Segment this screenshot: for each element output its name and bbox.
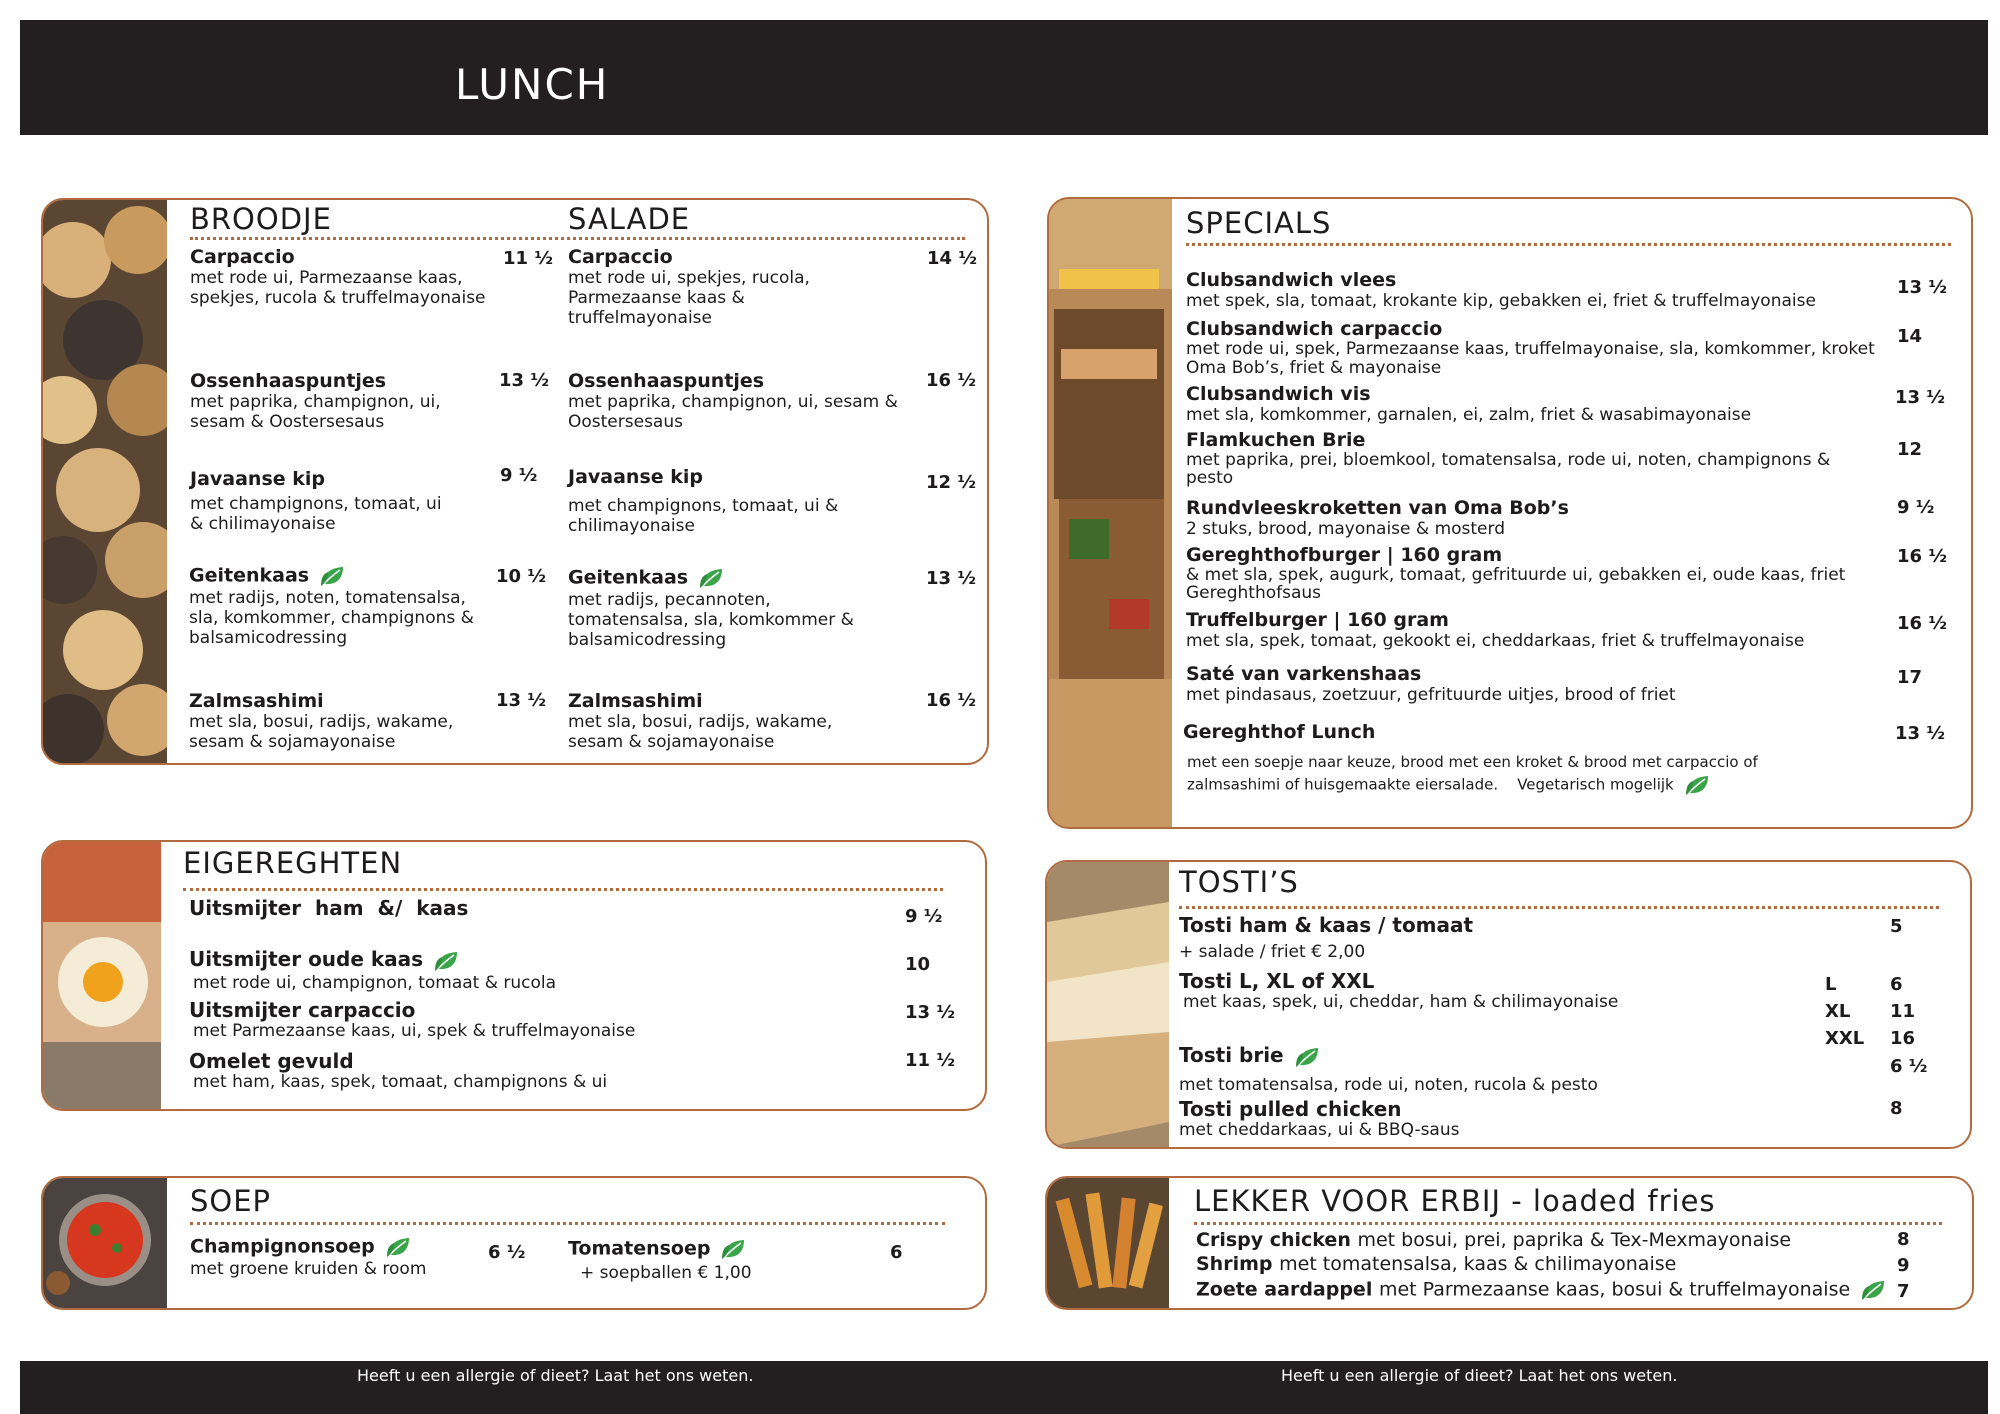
item-price: 16 ½ <box>1897 546 1947 567</box>
item-desc: + soepballen € 1,00 <box>580 1263 752 1283</box>
clubsandwich-photo <box>1049 199 1172 827</box>
item-name: Gereghthof Lunch <box>1183 721 1376 743</box>
item-desc: met sla, bosui, radijs, wakame, sesam & sojamayonaise <box>568 712 833 752</box>
salade-item-ossenhaaspuntjes <box>568 370 898 432</box>
item-desc: met pindasaus, zoetzuur, gefrituurde uitjes, brood of friet <box>1186 685 1676 705</box>
eiereghten-panel <box>41 840 987 1111</box>
item-price: 6 <box>890 1242 903 1263</box>
lekker-voor-erbij-panel <box>1045 1176 1974 1310</box>
tostis-item-brie <box>1179 1044 1779 1095</box>
leaf-icon <box>720 1237 748 1261</box>
item-price: 16 ½ <box>1897 613 1947 634</box>
item-desc: met spek, sla, tomaat, krokante kip, gebakken ei, friet & truffelmayonaise <box>1186 291 1816 311</box>
item-name: Tosti ham & kaas / tomaat <box>1179 913 1474 937</box>
item-name: Geitenkaas <box>568 566 689 589</box>
item-desc: met rode ui, spekjes, rucola, Parmezaanse kaas & truffelmayonaise <box>568 268 810 328</box>
item-desc: 2 stuks, brood, mayonaise & mosterd <box>1186 519 1505 539</box>
eiereghten-item-uitsmijter-ham-kaas <box>189 897 789 919</box>
item-desc: met tomatensalsa, kaas & chilimayonaise <box>1279 1253 1677 1275</box>
item-name: Tosti brie <box>1179 1043 1284 1067</box>
eiereghten-title: EIGEREGHTEN <box>183 846 403 880</box>
tostis-item-pulled-chicken <box>1179 1098 1779 1140</box>
item-name: Tosti pulled chicken <box>1179 1097 1402 1121</box>
item-name: Clubsandwich vlees <box>1186 269 1397 291</box>
item-name: Tomatensoep <box>568 1237 711 1260</box>
item-price: 11 ½ <box>905 1050 955 1071</box>
item-desc: met paprika, champignon, ui, sesam & Oostersesaus <box>190 392 441 432</box>
salade-item-javaanse-kip <box>568 466 868 536</box>
specials-item-clubsandwich-vis <box>1186 383 1886 425</box>
item-price: 9 ½ <box>905 906 943 927</box>
specials-item-gereghthofburger <box>1186 544 1886 602</box>
item-desc: met Parmezaanse kaas, ui, spek & truffelmayonaise <box>193 1021 636 1041</box>
item-desc: met sla, bosui, radijs, wakame, sesam & sojamayonaise <box>189 712 454 752</box>
specials-item-flamkuchen-brie <box>1186 429 1876 487</box>
item-name: Carpaccio <box>190 246 295 268</box>
allergy-note-right: Heeft u een allergie of dieet? Laat het ons weten. <box>1281 1366 1678 1385</box>
page-title: LUNCH <box>455 60 610 109</box>
leaf-icon <box>433 949 461 973</box>
item-price-l: 6 <box>1890 974 1903 995</box>
item-price: 10 ½ <box>496 566 546 587</box>
item-desc: met een soepje naar keuze, brood met een kroket & brood met carpaccio of zalmsashimi of huisgemaakte eiersalade. <box>1187 753 1758 794</box>
broodje-item-javaanse-kip <box>190 468 460 534</box>
soep-divider <box>190 1222 945 1225</box>
leaf-icon <box>1684 773 1712 797</box>
size-label-xl: XL <box>1825 1001 1851 1022</box>
egg-dish-photo <box>43 842 161 1109</box>
eiereghten-item-uitsmijter-oude-kaas <box>189 948 789 993</box>
broodje-salade-divider <box>190 237 965 240</box>
tosti-photo <box>1047 862 1169 1147</box>
soep-title: SOEP <box>190 1184 272 1218</box>
tostis-item-l-xl-xxl <box>1179 970 1779 1012</box>
salade-item-carpaccio <box>568 246 828 328</box>
salade-item-geitenkaas <box>568 566 888 650</box>
specials-divider <box>1186 243 1951 246</box>
eiereghten-item-uitsmijter-carpaccio <box>189 999 789 1041</box>
size-label-l: L <box>1825 974 1837 995</box>
item-price: 6 ½ <box>488 1242 526 1263</box>
item-desc: met radijs, noten, tomatensalsa, sla, komkommer, champignons & balsamicodressing <box>189 588 474 648</box>
specials-item-truffelburger <box>1186 609 1886 651</box>
item-name: Saté van varkenshaas <box>1186 663 1422 685</box>
broodje-item-geitenkaas <box>189 564 489 648</box>
broodje-item-ossenhaaspuntjes <box>190 370 480 432</box>
vegetarian-note: Vegetarisch mogelijk <box>1517 775 1674 794</box>
allergy-note-left: Heeft u een allergie of dieet? Laat het ons weten. <box>357 1366 754 1385</box>
salade-item-zalmsashimi <box>568 690 858 752</box>
item-name: Crispy chicken <box>1196 1229 1351 1251</box>
item-price: 17 <box>1897 667 1923 688</box>
leaf-icon <box>319 564 347 588</box>
item-name: Flamkuchen Brie <box>1186 429 1366 451</box>
soep-panel <box>41 1176 987 1310</box>
item-desc: met groene kruiden & room <box>190 1259 427 1279</box>
size-label-xxl: XXL <box>1825 1028 1865 1049</box>
item-desc: met sla, spek, tomaat, gekookt ei, cheddarkaas, friet & truffelmayonaise <box>1186 631 1805 651</box>
item-name: Champignonsoep <box>190 1235 375 1258</box>
item-price-xl: 11 <box>1890 1001 1916 1022</box>
item-desc: & met sla, spek, augurk, tomaat, gefrituurde ui, gebakken ei, oude kaas, friet Gereghthofsaus <box>1186 565 1846 603</box>
item-price: 8 <box>1897 1229 1910 1250</box>
item-name: Zalmsashimi <box>568 690 703 712</box>
item-price: 13 ½ <box>496 690 546 711</box>
item-name: Truffelburger | 160 gram <box>1186 609 1449 631</box>
lekker-item-zoete-aardappel <box>1196 1278 1916 1302</box>
item-desc: + salade / friet € 2,00 <box>1179 942 1366 962</box>
item-name: Uitsmijter carpaccio <box>189 998 416 1022</box>
eiereghten-item-omelet-gevuld <box>189 1050 789 1092</box>
specials-title: SPECIALS <box>1186 206 1332 240</box>
item-price: 9 ½ <box>500 465 538 486</box>
item-price: 13 ½ <box>499 370 549 391</box>
leaf-icon <box>698 566 726 590</box>
soep-item-champignonsoep <box>190 1235 490 1279</box>
lekker-title: LEKKER VOOR ERBIJ - loaded fries <box>1194 1184 1716 1218</box>
item-price: 9 <box>1897 1255 1910 1276</box>
item-price: 5 <box>1890 916 1903 937</box>
specials-item-gereghthof-lunch <box>1183 721 1903 797</box>
tostis-panel <box>1045 860 1972 1149</box>
salade-title: SALADE <box>568 202 691 236</box>
header-bar <box>20 20 1988 135</box>
specials-panel <box>1047 197 1973 829</box>
item-desc: met rode ui, Parmezaanse kaas, spekjes, rucola & truffelmayonaise <box>190 268 486 308</box>
item-price: 13 ½ <box>1897 277 1947 298</box>
item-desc: met Parmezaanse kaas, bosui & truffelmayonaise <box>1378 1278 1851 1301</box>
item-price: 13 ½ <box>926 568 976 589</box>
item-desc: met sla, komkommer, garnalen, ei, zalm, friet & wasabimayonaise <box>1186 405 1752 425</box>
item-price: 16 ½ <box>926 370 976 391</box>
item-price: 10 <box>905 954 931 975</box>
item-desc: met rode ui, spek, Parmezaanse kaas, truffelmayonaise, sla, komkommer, kroket Oma Bob’s, friet & mayonaise <box>1186 339 1875 378</box>
lekker-divider <box>1194 1222 1942 1225</box>
specials-item-rundvleeskroketten <box>1186 497 1886 539</box>
bread-photo <box>43 200 167 763</box>
item-name: Omelet gevuld <box>189 1049 354 1073</box>
soep-item-tomatensoep <box>568 1237 868 1283</box>
eiereghten-divider <box>183 888 943 891</box>
item-price: 13 ½ <box>905 1002 955 1023</box>
item-name: Uitsmijter ham &/ kaas <box>189 896 469 920</box>
item-name: Gereghthofburger | 160 gram <box>1186 544 1503 566</box>
item-name: Clubsandwich carpaccio <box>1186 318 1443 340</box>
leaf-icon <box>1294 1045 1322 1069</box>
loaded-fries-photo <box>1047 1178 1169 1308</box>
lekker-item-crispy-chicken <box>1196 1229 1886 1251</box>
item-price: 6 ½ <box>1890 1056 1928 1077</box>
item-name: Shrimp <box>1196 1253 1273 1275</box>
item-name: Carpaccio <box>568 246 673 268</box>
item-desc: met ham, kaas, spek, tomaat, champignons & ui <box>193 1072 608 1092</box>
item-price: 14 <box>1897 326 1923 347</box>
item-name: Clubsandwich vis <box>1186 383 1371 405</box>
footer-bar <box>20 1361 1988 1414</box>
item-price: 13 ½ <box>1895 723 1945 744</box>
item-desc: met rode ui, champignon, tomaat & rucola <box>193 972 557 993</box>
item-desc: met paprika, champignon, ui, sesam & Oostersesaus <box>568 392 898 432</box>
tostis-title: TOSTI’S <box>1179 865 1299 899</box>
item-desc: met paprika, prei, bloemkool, tomatensalsa, rode ui, noten, champignons & pesto <box>1186 450 1831 488</box>
item-name: Javaanse kip <box>568 466 704 488</box>
broodje-item-zalmsashimi <box>189 690 479 752</box>
item-name: Zoete aardappel <box>1196 1278 1373 1301</box>
broodje-item-carpaccio <box>190 246 490 308</box>
item-price: 9 ½ <box>1897 497 1935 518</box>
item-desc: met radijs, pecannoten, tomatensalsa, sla, komkommer & balsamicodressing <box>568 590 854 650</box>
item-desc: met tomatensalsa, rode ui, noten, rucola & pesto <box>1179 1074 1598 1095</box>
item-price: 11 ½ <box>503 248 553 269</box>
leaf-icon <box>385 1235 413 1259</box>
tostis-divider <box>1179 906 1939 909</box>
lekker-item-shrimp <box>1196 1253 1886 1275</box>
item-price: 16 ½ <box>926 690 976 711</box>
item-desc: met champignons, tomaat, ui & chilimayonaise <box>190 494 442 534</box>
item-price: 12 <box>1897 439 1923 460</box>
item-name: Javaanse kip <box>190 468 326 490</box>
tostis-item-ham-kaas-tomaat <box>1179 914 1779 962</box>
item-name: Rundvleeskroketten van Oma Bob’s <box>1186 497 1569 519</box>
item-price: 13 ½ <box>1895 387 1945 408</box>
broodje-title: BROODJE <box>190 202 332 236</box>
tomato-soup-photo <box>43 1178 167 1308</box>
broodje-salade-panel <box>41 198 989 765</box>
item-desc: met bosui, prei, paprika & Tex-Mexmayonaise <box>1357 1229 1792 1251</box>
specials-item-clubsandwich-carpaccio <box>1186 318 1876 378</box>
item-name: Uitsmijter oude kaas <box>189 947 424 971</box>
item-name: Ossenhaaspuntjes <box>568 370 765 392</box>
item-price: 7 <box>1897 1281 1910 1302</box>
item-name: Ossenhaaspuntjes <box>190 370 387 392</box>
item-name: Zalmsashimi <box>189 690 324 712</box>
item-price: 12 ½ <box>926 472 976 493</box>
item-name: Tosti L, XL of XXL <box>1179 969 1375 993</box>
item-price-xxl: 16 <box>1890 1028 1916 1049</box>
item-price: 8 <box>1890 1098 1903 1119</box>
specials-item-clubsandwich-vlees <box>1186 269 1886 311</box>
item-desc: met champignons, tomaat, ui & chilimayonaise <box>568 496 839 536</box>
item-price: 14 ½ <box>927 248 977 269</box>
item-name: Geitenkaas <box>189 564 310 587</box>
item-desc: met kaas, spek, ui, cheddar, ham & chilimayonaise <box>1183 992 1619 1012</box>
leaf-icon <box>1860 1278 1888 1302</box>
item-desc: met cheddarkaas, ui & BBQ-saus <box>1179 1120 1460 1140</box>
specials-item-sate-van-varkenshaas <box>1186 663 1886 705</box>
